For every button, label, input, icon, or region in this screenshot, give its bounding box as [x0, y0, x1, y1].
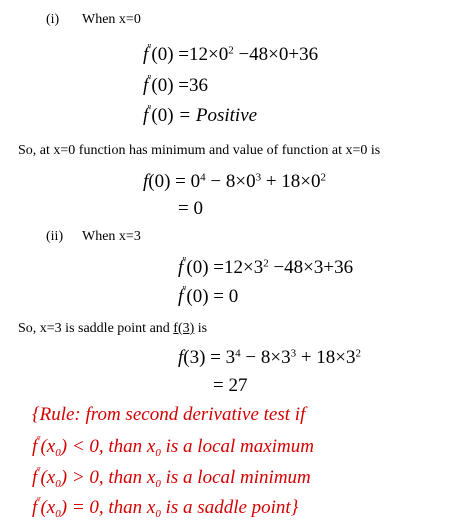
case2-eq1: $f^"(0) =12\times 3^2 -48\times 3+36$ — [178, 256, 354, 278]
case2-eq2: f"(0) = 0 — [178, 285, 239, 307]
f0-eq: $f(0) = 0^4 - 8\times 0^3 + 18\times 0^2$ — [143, 171, 327, 192]
case1-eq2: f"(0) =36 — [143, 74, 208, 96]
f0-result: = 0 — [178, 198, 203, 219]
rule-line-3: $f^"(x_0) > 0$, than $x_0$ is a local minimum — [32, 466, 311, 490]
case1-heading: When x=0 — [82, 12, 141, 27]
rule-line-4: $f^"(x_0) = 0$, than $x_0$ is a saddle point} — [32, 496, 299, 520]
case1-label: (i) — [46, 12, 60, 27]
case1-eq1: $f^"(0) =12\times 0^2 -48\times 0+36$ — [143, 43, 319, 65]
case2-label: (ii) — [46, 229, 64, 244]
f3-link[interactable]: f(3) — [173, 321, 195, 336]
f3-eq: $f(3) = 3^4 - 8\times 3^3 + 18\times 3^2$ — [178, 347, 362, 368]
statement-saddle: So, x=3 is saddle point and f(3) is — [18, 321, 208, 336]
statement-min-at-zero: So, at x=0 function has minimum and value of function at x=0 is — [18, 143, 381, 158]
f3-result: = 27 — [213, 375, 248, 396]
case2-heading: When x=3 — [82, 229, 141, 244]
rule-line-2: $f^"(x_0) < 0$, than $x_0$ is a local maximum — [32, 435, 314, 459]
rule-line-1: {Rule: from second derivative test if — [32, 404, 306, 425]
case1-eq3: f"(0) = Positive — [143, 104, 258, 126]
